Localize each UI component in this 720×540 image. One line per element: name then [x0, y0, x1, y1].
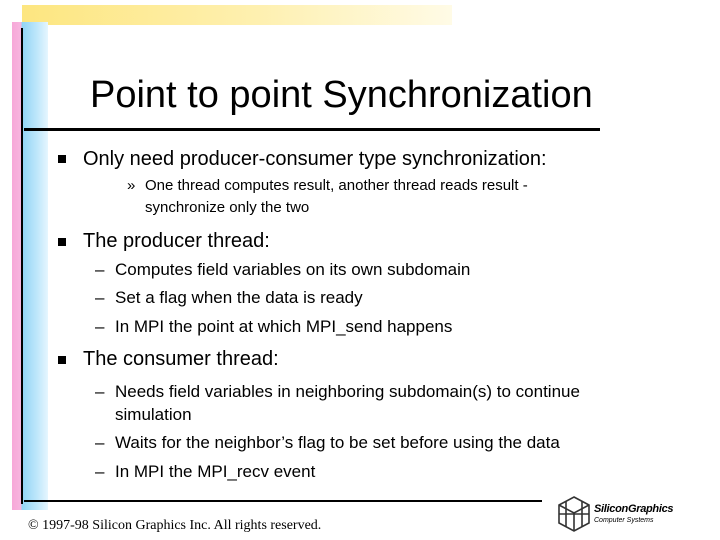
subitem-marker: – [95, 462, 105, 481]
subitem-text: In MPI the MPI_recv event [115, 462, 316, 481]
bullet-text: The consumer thread: [83, 348, 279, 370]
footer-rule [24, 500, 542, 502]
subitem-text: Needs field variables in neighboring subdomain(s) to continue [115, 382, 580, 401]
subitem-text: One thread computes result, another thread reads result - [145, 177, 528, 194]
bullet-text: Only need producer-consumer type synchronization: [83, 148, 547, 170]
logo-subtitle: Computer Systems [594, 517, 654, 524]
subitem-marker: – [95, 433, 105, 452]
top-accent-bar [22, 5, 452, 25]
subitem-marker: – [95, 317, 105, 336]
subitem-text: Waits for the neighbor’s flag to be set before using the data [115, 433, 560, 452]
title-underline [24, 128, 600, 131]
bullet-square-icon [58, 155, 66, 163]
copyright-notice: © 1997-98 Silicon Graphics Inc. All rights reserved. [28, 518, 322, 533]
subitem-marker: – [95, 260, 105, 279]
bullet-text: The producer thread: [83, 230, 270, 252]
bullet-square-icon [58, 238, 66, 246]
subitem-marker: – [95, 382, 105, 401]
logo-wordmark: SiliconGraphics [594, 503, 674, 515]
subitem-marker: – [95, 288, 105, 307]
subitem-text: Set a flag when the data is ready [115, 288, 363, 307]
subitem-marker: » [127, 177, 136, 194]
left-accent-bar [12, 22, 48, 510]
subitem-text: Computes field variables on its own subdomain [115, 260, 471, 279]
subitem-text: synchronize only the two [145, 199, 310, 216]
slide-title: Point to point Synchronization [90, 74, 593, 116]
left-rule [21, 28, 23, 504]
bullet-square-icon [58, 356, 66, 364]
subitem-text: simulation [115, 405, 192, 424]
subitem-text: In MPI the point at which MPI_send happens [115, 317, 453, 336]
sgi-cube-logo-icon [556, 494, 592, 534]
